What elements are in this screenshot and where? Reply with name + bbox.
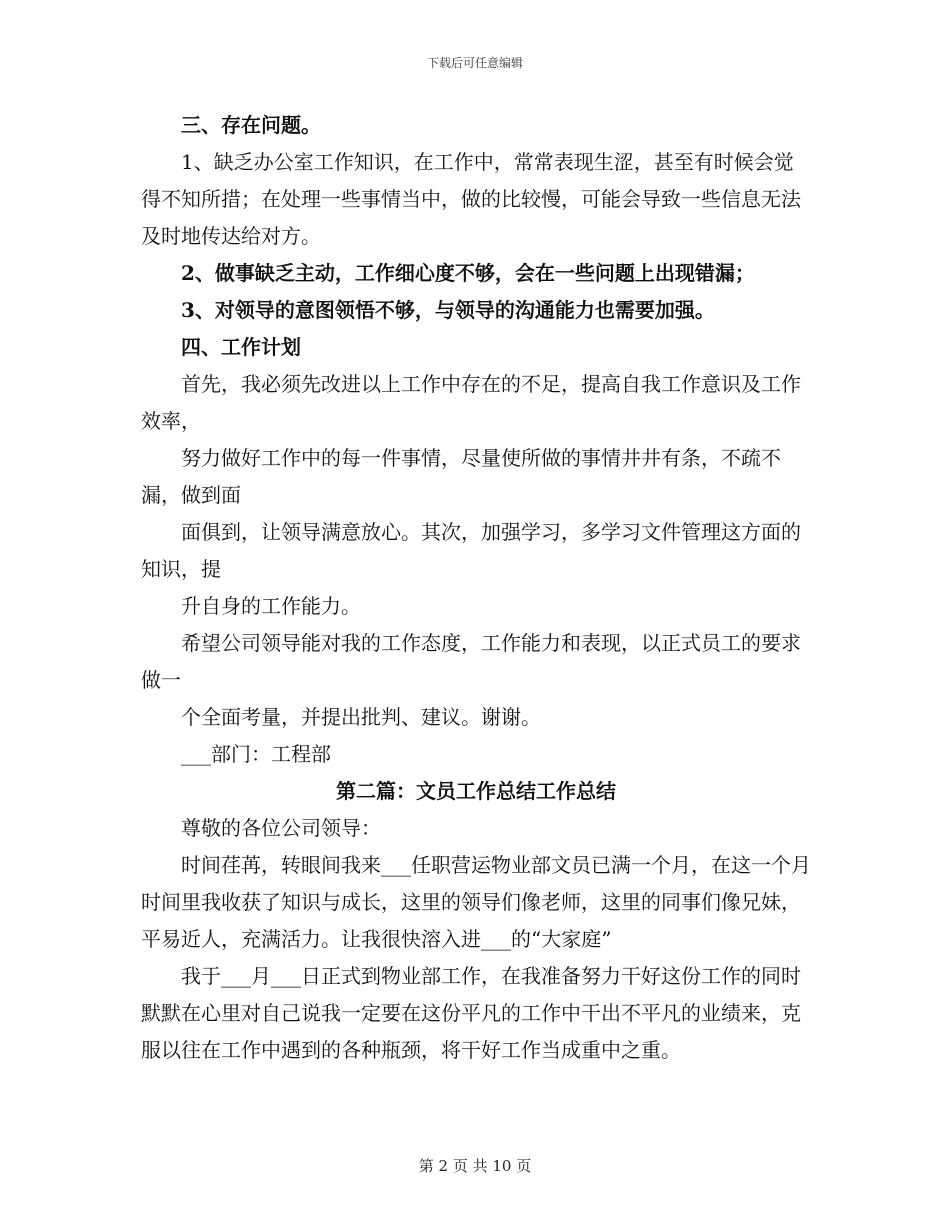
paragraph: 希望公司领导能对我的工作态度，工作能力和表现，以正式员工的要求做一 — [141, 631, 801, 692]
paragraph: 首先，我必须先改进以上工作中存在的不足，提高自我工作意识及工作效率， — [141, 372, 801, 433]
section-heading-problems: 三、存在问题。 — [181, 113, 321, 137]
paragraph-bold: 2、做事缺乏主动，工作细心度不够，会在一些问题上出现错漏； — [181, 261, 755, 285]
page-number: 第 2 页 共 10 页 — [418, 1157, 532, 1175]
department-line: ___部门：工程部 — [181, 742, 331, 766]
paragraph: 时间荏苒，转眼间我来___任职营运物业部文员已满一个月，在这一个月时间里我收获了知识与成长，这里的领导们像老师，这里的同事们像兄妹，平易近人，充满活力。让我很快溶入进___的“大家庭” — [141, 853, 811, 951]
header-note: 下载后可任意编辑 — [426, 56, 523, 70]
paragraph: 升自身的工作能力。 — [181, 594, 361, 618]
paragraph-bold: 3、对领导的意图领悟不够，与领导的沟通能力也需要加强。 — [181, 298, 715, 322]
paragraph: 个全面考量，并提出批判、建议。谢谢。 — [181, 705, 541, 729]
part-title: 第二篇：文员工作总结工作总结 — [336, 779, 616, 803]
paragraph: 努力做好工作中的每一件事情，尽量使所做的事情井井有条，不疏不漏，做到面 — [141, 446, 781, 507]
salutation: 尊敬的各位公司领导： — [181, 816, 381, 840]
paragraph: 1、缺乏办公室工作知识，在工作中，常常表现生涩，甚至有时候会觉得不知所措；在处理一些事情当中，做的比较慢，可能会导致一些信息无法及时地传达给对方。 — [141, 150, 801, 248]
section-heading-plan: 四、工作计划 — [181, 335, 301, 359]
document-body — [141, 107, 811, 1069]
paragraph: 我于___月___日正式到物业部工作，在我准备努力干好这份工作的同时默默在心里对自己说我一定要在这份平凡的工作中干出不平凡的业绩来，克服以往在工作中遇到的各种瓶颈，将干好工作当成重中之重。 — [141, 964, 801, 1062]
paragraph: 面俱到，让领导满意放心。其次，加强学习，多学习文件管理这方面的知识，提 — [141, 520, 801, 581]
